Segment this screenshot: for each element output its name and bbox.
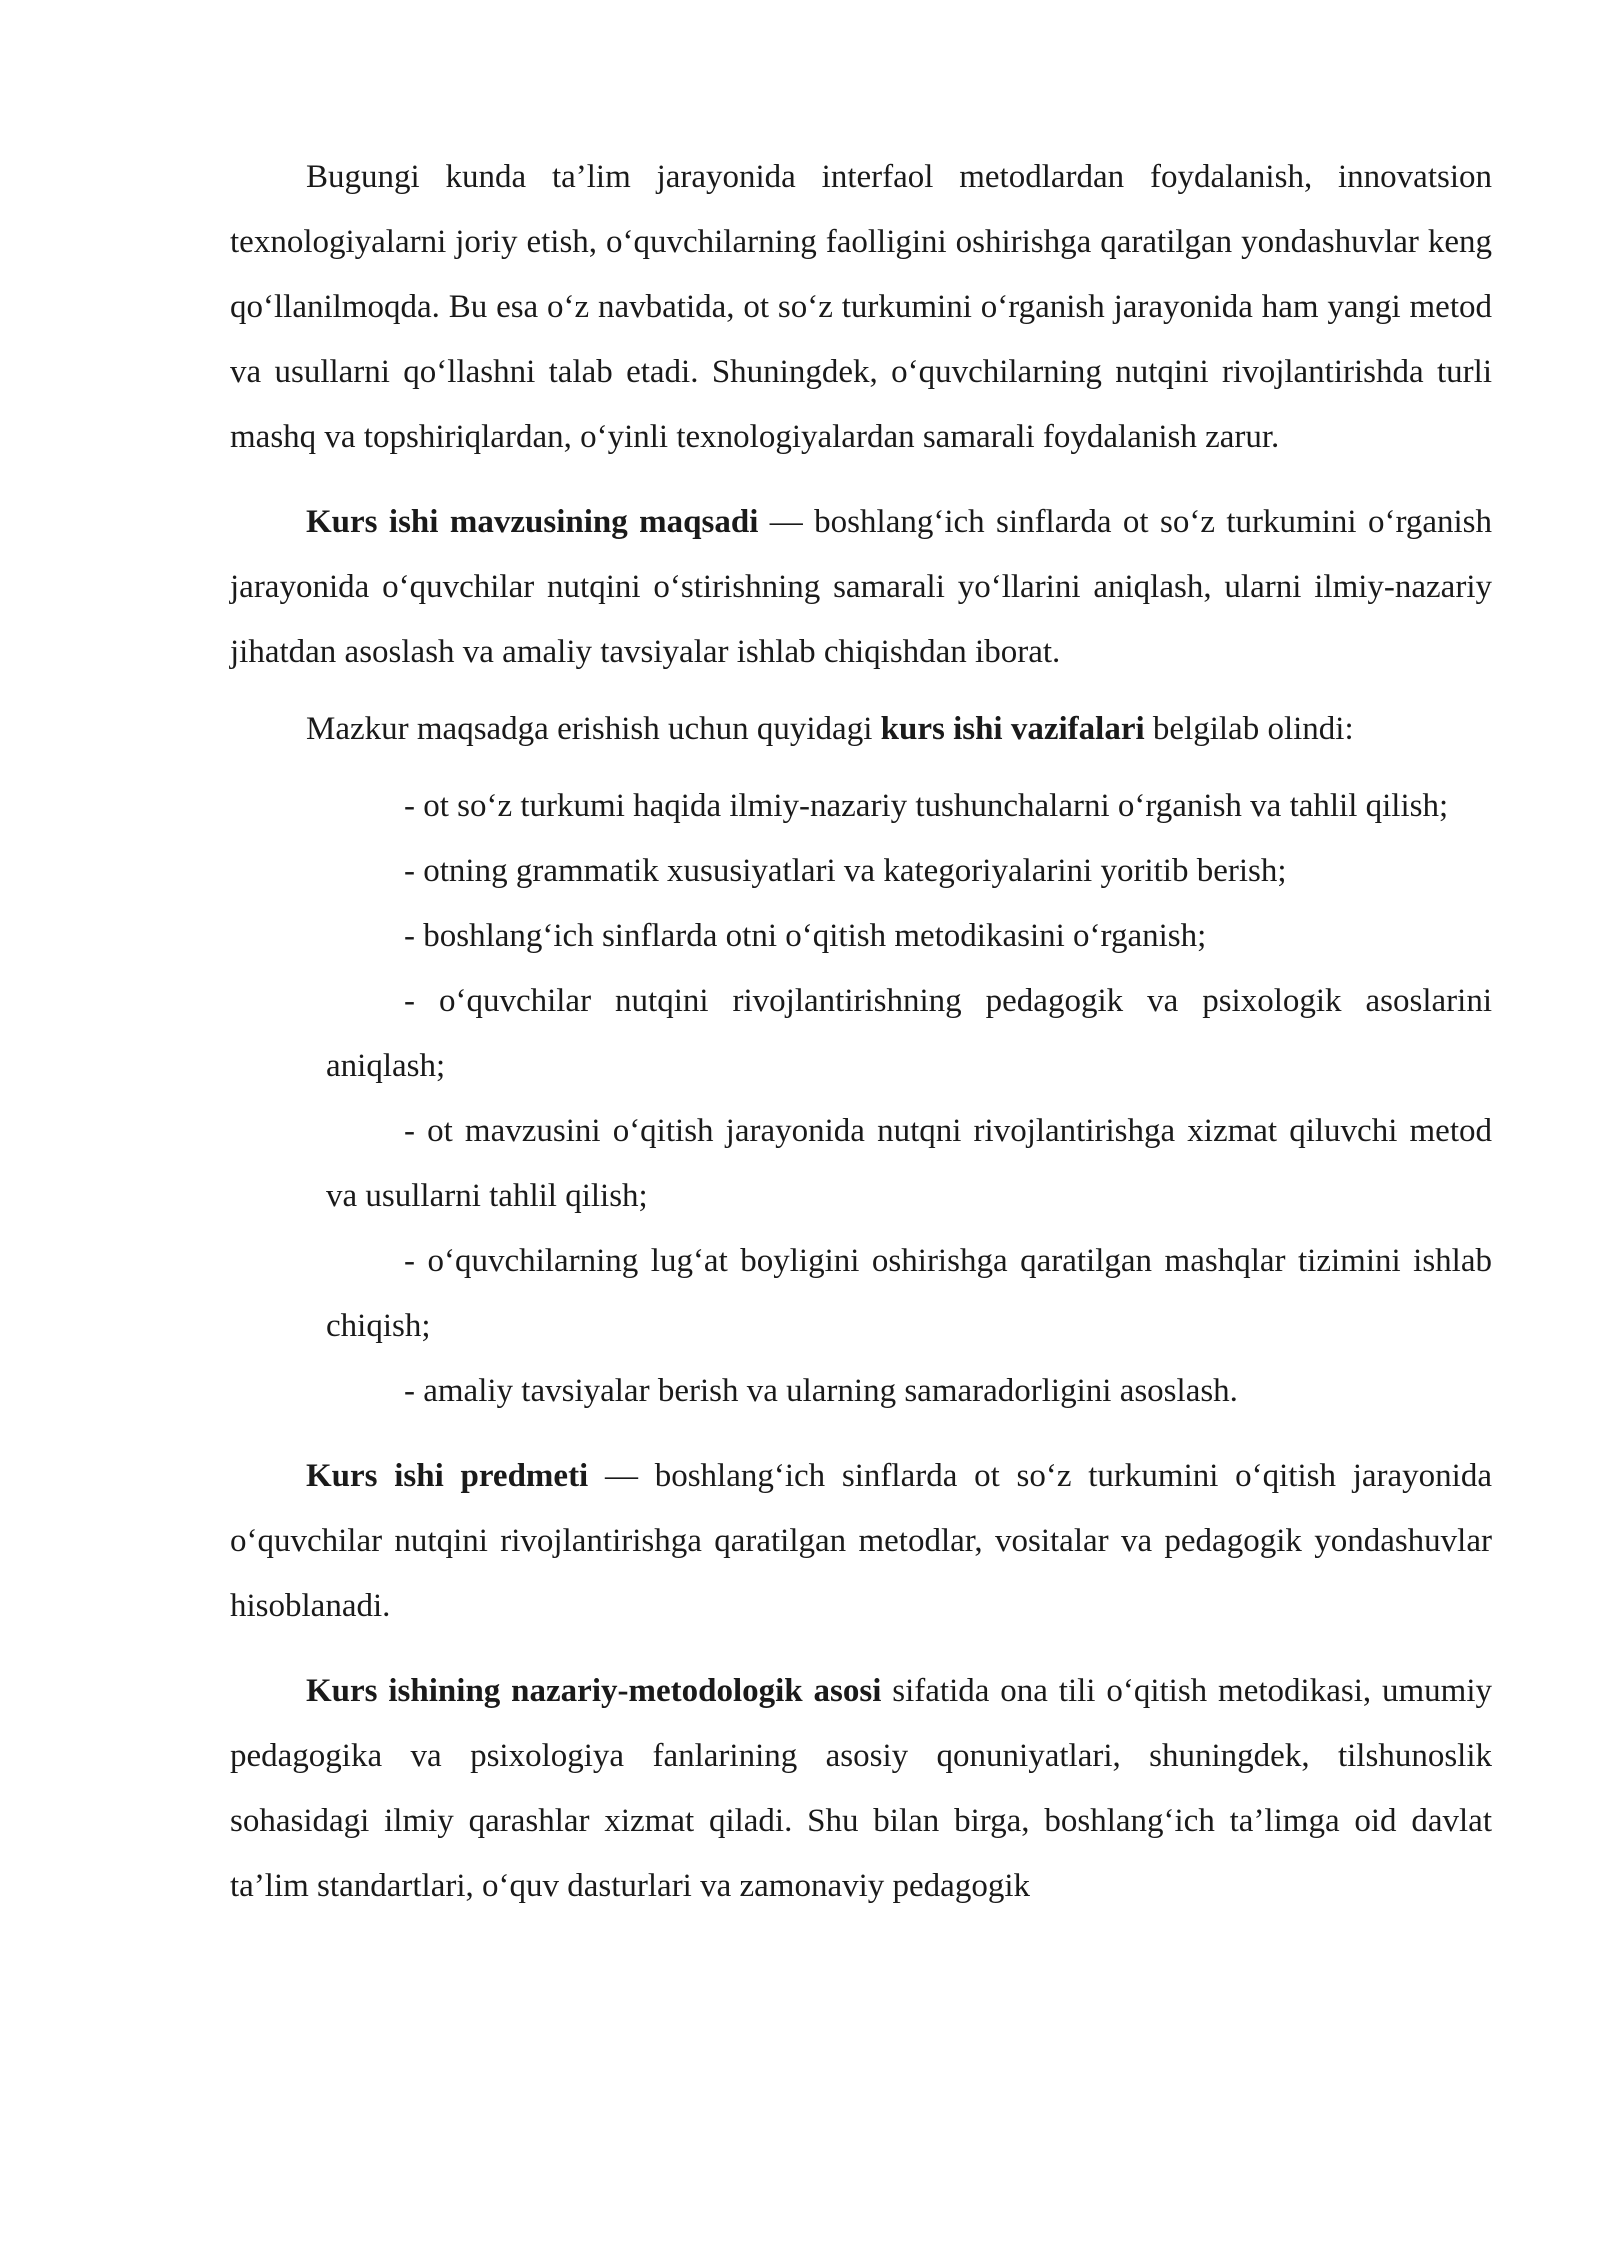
intro-text: Bugungi kunda ta’lim jarayonida interfaol metodlardan foydalanish, innovatsion texnologiyalarni joriy etish, o‘quvchilarning faolligini oshirishga qaratilgan yondashuvlar keng qo‘llanilmoqda. Bu esa o‘z navbatida, ot so‘z turkumini o‘rganish jarayonida ham yangi metod va usullarni qo‘llashni talab etadi. Shuningdek, o‘quvchilarning nutqini rivojlantirishda turli mashq va topshiriqlardan, o‘yinli texnologiyalardan samarali foydalanish zarur.	[230, 159, 1492, 455]
subject-label: Kurs ishi predmeti	[306, 1458, 589, 1494]
goal-text: — boshlang‘ich sinflarda ot so‘z turkumini o‘rganish jarayonida o‘quvchilar nutqini o‘stirishning samarali yo‘llarini aniqlash, ularni ilmiy-nazariy jihatdan asoslash va amaliy tavsiyalar ishlab chiqishdan iborat.	[230, 504, 1493, 670]
list-item: - ot so‘z turkumi haqida ilmiy-nazariy tushunchalarni o‘rganish va tahlil qilish;	[404, 788, 1449, 824]
list-item: - o‘quvchilarning lug‘at boyligini oshirishga qaratilgan mashqlar tizimini ishlab chiqish;	[326, 1243, 1492, 1344]
basis-text: sifatida ona tili o‘qitish metodikasi, umumiy pedagogika va psixologiya fanlarining asosiy qonuniyatlari, shuningdek, tilshunoslik sohasidagi ilmiy qarashlar xizmat qiladi. Shu bilan birga, boshlang‘ich ta’limga oid davlat ta’lim standartlari, o‘quv dasturlari va zamonaviy pedagogik	[230, 1673, 1492, 1904]
basis-label: Kurs ishining nazariy-metodologik asosi	[306, 1673, 882, 1709]
tasks-label: kurs ishi vazifalari	[880, 711, 1145, 747]
list-item: - boshlang‘ich sinflarda otni o‘qitish metodikasini o‘rganish;	[404, 918, 1207, 954]
tasks-after-text: belgilab olindi:	[1144, 711, 1354, 747]
list-item: - amaliy tavsiyalar berish va ularning samaradorligini asoslash.	[404, 1373, 1238, 1409]
goal-paragraph	[230, 490, 1492, 685]
goal-label: Kurs ishi mavzusining maqsadi	[306, 504, 759, 540]
tasks-list	[326, 774, 1492, 1424]
document-body	[230, 145, 1492, 1919]
list-item: - otning grammatik xususiyatlari va kategoriyalarini yoritib berish;	[404, 853, 1287, 889]
list-item: - o‘quvchilar nutqini rivojlantirishning pedagogik va psixologik asoslarini aniqlash;	[326, 983, 1492, 1084]
subject-text: — boshlang‘ich sinflarda ot so‘z turkumini o‘qitish jarayonida o‘quvchilar nutqini rivojlantirishga qaratilgan metodlar, vositalar va pedagogik yondashuvlar hisoblanadi.	[230, 1458, 1492, 1624]
tasks-intro-paragraph	[230, 697, 1492, 762]
intro-paragraph	[230, 145, 1492, 470]
tasks-before-text: Mazkur maqsadga erishish uchun quyidagi	[306, 711, 881, 747]
basis-paragraph	[230, 1659, 1492, 1919]
subject-paragraph	[230, 1444, 1492, 1639]
list-item: - ot mavzusini o‘qitish jarayonida nutqni rivojlantirishga xizmat qiluvchi metod va usullarni tahlil qilish;	[326, 1113, 1492, 1214]
